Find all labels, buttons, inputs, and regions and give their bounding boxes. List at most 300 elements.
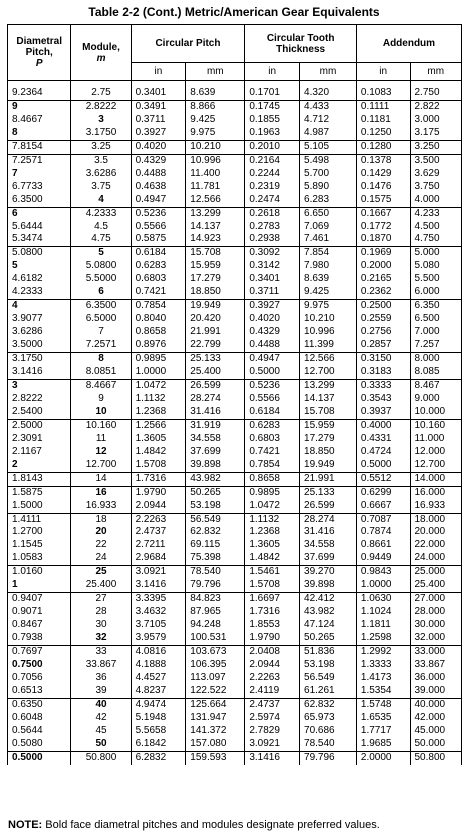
cell-tooth-thickness-mm: 15.708: [300, 406, 357, 419]
cell-tooth-thickness-mm: 47.124: [300, 619, 357, 632]
cell-circular-pitch-mm: 19.949: [186, 300, 245, 313]
cell-addendum-mm: 7.257: [410, 339, 462, 352]
cell-circular-pitch-in: 0.6283: [131, 260, 186, 273]
cell-tooth-thickness-in: 0.9895: [245, 486, 300, 499]
table-row: [8, 154, 462, 167]
cell-circular-pitch-in: 0.4020: [131, 140, 186, 154]
cell-diametral-pitch: 2.8222: [8, 393, 71, 406]
cell-circular-pitch-in: 0.3711: [131, 114, 186, 127]
cell-module: 11: [71, 433, 131, 446]
cell-tooth-thickness-in: 0.2938: [245, 233, 300, 246]
cell-addendum-mm: 16.933: [410, 500, 462, 513]
cell-addendum-mm: 50.000: [410, 738, 462, 751]
cell-diametral-pitch: 3.1750: [8, 353, 71, 366]
cell-diametral-pitch: 8.4667: [8, 114, 71, 127]
cell-circular-pitch-mm: 103.673: [186, 646, 245, 659]
cell-circular-pitch-in: 0.8976: [131, 339, 186, 352]
cell-addendum-mm: 8.085: [410, 366, 462, 379]
cell-circular-pitch-in: 0.7854: [131, 300, 186, 313]
cell-tooth-thickness-in: 0.2244: [245, 168, 300, 181]
cell-diametral-pitch: 0.8467: [8, 619, 71, 632]
cell-circular-pitch-in: 0.3927: [131, 127, 186, 140]
cell-tooth-thickness-in: 0.5000: [245, 366, 300, 379]
cell-addendum-in: 0.4000: [356, 419, 410, 432]
cell-circular-pitch-mm: 113.097: [186, 672, 245, 685]
cell-tooth-thickness-in: 0.1855: [245, 114, 300, 127]
table-row: [8, 712, 462, 725]
cell-addendum-in: 1.0000: [356, 579, 410, 592]
cell-circular-pitch-in: 0.8658: [131, 326, 186, 339]
cell-circular-pitch-in: 0.4329: [131, 154, 186, 167]
cell-tooth-thickness-mm: 4.433: [300, 100, 357, 113]
cell-tooth-thickness-mm: 17.279: [300, 433, 357, 446]
cell-tooth-thickness-mm: 19.949: [300, 459, 357, 472]
cell-circular-pitch-in: 0.6803: [131, 273, 186, 286]
cell-tooth-thickness-mm: 34.558: [300, 539, 357, 552]
cell-tooth-thickness-in: 2.7829: [245, 725, 300, 738]
table-row: [8, 379, 462, 392]
cell-tooth-thickness-in: 2.4119: [245, 685, 300, 698]
cell-tooth-thickness-mm: 37.699: [300, 552, 357, 565]
cell-circular-pitch-in: 1.7316: [131, 472, 186, 486]
cell-tooth-thickness-mm: 39.270: [300, 566, 357, 579]
cell-circular-pitch-in: 0.5566: [131, 221, 186, 234]
cell-addendum-mm: 3.175: [410, 127, 462, 140]
table-row: [8, 286, 462, 299]
cell-tooth-thickness-mm: 6.650: [300, 207, 357, 220]
cell-tooth-thickness-in: 0.2010: [245, 140, 300, 154]
table-row: [8, 168, 462, 181]
cell-tooth-thickness-mm: 39.898: [300, 579, 357, 592]
cell-addendum-mm: 7.000: [410, 326, 462, 339]
cell-circular-pitch-mm: 56.549: [186, 513, 245, 526]
cell-module: 12: [71, 446, 131, 459]
cell-tooth-thickness-in: 2.2263: [245, 672, 300, 685]
cell-circular-pitch-in: 1.2566: [131, 419, 186, 432]
cell-addendum-in: 0.1772: [356, 221, 410, 234]
cell-tooth-thickness-mm: 7.980: [300, 260, 357, 273]
cell-addendum-mm: 12.000: [410, 446, 462, 459]
cell-diametral-pitch: 1.2700: [8, 526, 71, 539]
cell-tooth-thickness-in: 2.5974: [245, 712, 300, 725]
cell-circular-pitch-in: 4.9474: [131, 698, 186, 711]
cell-diametral-pitch: 6.7733: [8, 181, 71, 194]
cell-addendum-in: 0.7874: [356, 526, 410, 539]
cell-module: 50: [71, 738, 131, 751]
cell-circular-pitch-in: 0.8040: [131, 313, 186, 326]
cell-module: 33: [71, 646, 131, 659]
cell-module: 10.160: [71, 419, 131, 432]
cell-module: 45: [71, 725, 131, 738]
cell-diametral-pitch: 7.8154: [8, 140, 71, 154]
cell-addendum-in: 0.1083: [356, 87, 410, 100]
cell-addendum-in: 0.1378: [356, 154, 410, 167]
cell-tooth-thickness-in: 0.6283: [245, 419, 300, 432]
cell-module: 39: [71, 685, 131, 698]
table-row: [8, 353, 462, 366]
cell-addendum-mm: 8.467: [410, 379, 462, 392]
cell-addendum-in: 0.3543: [356, 393, 410, 406]
gear-equivalents-table: [7, 24, 462, 765]
cell-addendum-mm: 16.000: [410, 486, 462, 499]
cell-circular-pitch-in: 0.5236: [131, 207, 186, 220]
cell-addendum-in: 0.1969: [356, 247, 410, 260]
cell-module: 25.400: [71, 579, 131, 592]
header-diametral-pitch-symbol: P: [35, 58, 43, 69]
cell-diametral-pitch: 5: [8, 260, 71, 273]
cell-circular-pitch-mm: 131.947: [186, 712, 245, 725]
cell-tooth-thickness-mm: 25.133: [300, 486, 357, 499]
header-diametral-pitch: [8, 25, 71, 81]
cell-addendum-in: 0.1111: [356, 100, 410, 113]
cell-addendum-in: 0.8661: [356, 539, 410, 552]
cell-module: 3.6286: [71, 168, 131, 181]
table-row: [8, 566, 462, 579]
cell-diametral-pitch: 5.0800: [8, 247, 71, 260]
cell-addendum-mm: 5.000: [410, 247, 462, 260]
cell-diametral-pitch: 0.7697: [8, 646, 71, 659]
cell-tooth-thickness-in: 0.3092: [245, 247, 300, 260]
cell-module: 4.2333: [71, 207, 131, 220]
cell-circular-pitch-mm: 22.799: [186, 339, 245, 352]
cell-tooth-thickness-mm: 26.599: [300, 500, 357, 513]
cell-module: 3.1750: [71, 127, 131, 140]
cell-diametral-pitch: 2.5400: [8, 406, 71, 419]
cell-tooth-thickness-mm: 10.210: [300, 313, 357, 326]
cell-tooth-thickness-mm: 51.836: [300, 646, 357, 659]
table-row: [8, 685, 462, 698]
cell-tooth-thickness-in: 1.9790: [245, 632, 300, 645]
cell-tooth-thickness-mm: 9.975: [300, 300, 357, 313]
cell-addendum-mm: 36.000: [410, 672, 462, 685]
cell-addendum-in: 1.3333: [356, 659, 410, 672]
cell-addendum-in: 0.1476: [356, 181, 410, 194]
cell-addendum-mm: 50.800: [410, 751, 462, 764]
cell-module: 9: [71, 393, 131, 406]
table-row: [8, 619, 462, 632]
cell-circular-pitch-mm: 25.133: [186, 353, 245, 366]
cell-diametral-pitch: 0.5000: [8, 751, 71, 764]
cell-tooth-thickness-mm: 12.566: [300, 353, 357, 366]
cell-tooth-thickness-mm: 70.686: [300, 725, 357, 738]
cell-tooth-thickness-in: 0.1701: [245, 87, 300, 100]
cell-circular-pitch-in: 2.2263: [131, 513, 186, 526]
cell-circular-pitch-in: 2.7211: [131, 539, 186, 552]
cell-circular-pitch-mm: 31.919: [186, 419, 245, 432]
table-row: [8, 725, 462, 738]
table-row: [8, 472, 462, 486]
cell-module: 2.8222: [71, 100, 131, 113]
cell-addendum-in: 0.1575: [356, 194, 410, 207]
cell-circular-pitch-mm: 26.599: [186, 379, 245, 392]
cell-addendum-mm: 3.750: [410, 181, 462, 194]
cell-addendum-mm: 22.000: [410, 539, 462, 552]
unit-mm: mm: [410, 63, 462, 81]
cell-tooth-thickness-in: 0.3401: [245, 273, 300, 286]
cell-circular-pitch-in: 1.4842: [131, 446, 186, 459]
table-body: [8, 81, 462, 765]
cell-circular-pitch-mm: 34.558: [186, 433, 245, 446]
cell-addendum-in: 0.2559: [356, 313, 410, 326]
cell-addendum-mm: 10.160: [410, 419, 462, 432]
cell-addendum-in: 0.7087: [356, 513, 410, 526]
cell-diametral-pitch: 3.6286: [8, 326, 71, 339]
cell-addendum-in: 0.5512: [356, 472, 410, 486]
table-row: [8, 486, 462, 499]
table-row: [8, 446, 462, 459]
cell-tooth-thickness-in: 0.1963: [245, 127, 300, 140]
cell-addendum-mm: 9.000: [410, 393, 462, 406]
cell-circular-pitch-mm: 9.975: [186, 127, 245, 140]
cell-addendum-in: 0.9449: [356, 552, 410, 565]
cell-tooth-thickness-mm: 31.416: [300, 526, 357, 539]
cell-tooth-thickness-in: 1.4842: [245, 552, 300, 565]
cell-addendum-mm: 33.867: [410, 659, 462, 672]
cell-module: 50.800: [71, 751, 131, 764]
cell-tooth-thickness-mm: 15.959: [300, 419, 357, 432]
unit-mm: mm: [186, 63, 245, 81]
table-row: [8, 406, 462, 419]
cell-addendum-in: 0.1280: [356, 140, 410, 154]
cell-addendum-in: 0.6299: [356, 486, 410, 499]
cell-tooth-thickness-in: 0.2474: [245, 194, 300, 207]
cell-diametral-pitch: 1.8143: [8, 472, 71, 486]
cell-addendum-in: 0.2500: [356, 300, 410, 313]
table-row: [8, 140, 462, 154]
cell-addendum-in: 1.6535: [356, 712, 410, 725]
cell-module: 8: [71, 353, 131, 366]
cell-tooth-thickness-mm: 11.399: [300, 339, 357, 352]
cell-tooth-thickness-in: 0.7421: [245, 446, 300, 459]
cell-tooth-thickness-in: 1.6697: [245, 593, 300, 606]
cell-diametral-pitch: 3.5000: [8, 339, 71, 352]
header-circular-pitch: Circular Pitch: [131, 25, 245, 63]
cell-diametral-pitch: 0.6048: [8, 712, 71, 725]
table-title: Table 2-2 (Cont.) Metric/American Gear Equivalents: [88, 5, 380, 19]
table-row: [8, 313, 462, 326]
cell-diametral-pitch: 5.6444: [8, 221, 71, 234]
cell-addendum-mm: 20.000: [410, 526, 462, 539]
cell-circular-pitch-mm: 12.566: [186, 194, 245, 207]
cell-tooth-thickness-mm: 65.973: [300, 712, 357, 725]
cell-addendum-in: 1.4173: [356, 672, 410, 685]
cell-addendum-in: 0.1250: [356, 127, 410, 140]
cell-circular-pitch-in: 6.2832: [131, 751, 186, 764]
cell-diametral-pitch: 1: [8, 579, 71, 592]
cell-module: 33.867: [71, 659, 131, 672]
cell-tooth-thickness-mm: 43.982: [300, 606, 357, 619]
cell-tooth-thickness-in: 0.6184: [245, 406, 300, 419]
cell-addendum-mm: 6.350: [410, 300, 462, 313]
cell-circular-pitch-in: 1.9790: [131, 486, 186, 499]
cell-circular-pitch-mm: 18.850: [186, 286, 245, 299]
table-row: [8, 233, 462, 246]
cell-diametral-pitch: 2.1167: [8, 446, 71, 459]
cell-addendum-mm: 10.000: [410, 406, 462, 419]
cell-tooth-thickness-in: 0.7854: [245, 459, 300, 472]
cell-diametral-pitch: 7.2571: [8, 154, 71, 167]
cell-diametral-pitch: 1.1545: [8, 539, 71, 552]
cell-addendum-mm: 4.000: [410, 194, 462, 207]
cell-module: 14: [71, 472, 131, 486]
cell-module: 24: [71, 552, 131, 565]
cell-circular-pitch-in: 4.0816: [131, 646, 186, 659]
cell-circular-pitch-in: 0.4947: [131, 194, 186, 207]
cell-tooth-thickness-in: 0.4329: [245, 326, 300, 339]
cell-module: 3.25: [71, 140, 131, 154]
cell-addendum-in: 0.3937: [356, 406, 410, 419]
header-circular-tooth-thickness: Circular Tooth Thickness: [245, 25, 357, 63]
cell-tooth-thickness-in: 1.8553: [245, 619, 300, 632]
table-row: [8, 326, 462, 339]
table-row: [8, 500, 462, 513]
cell-tooth-thickness-in: 1.2368: [245, 526, 300, 539]
cell-circular-pitch-mm: 141.372: [186, 725, 245, 738]
table-row: [8, 221, 462, 234]
unit-in: in: [245, 63, 300, 81]
cell-tooth-thickness-in: 1.3605: [245, 539, 300, 552]
cell-circular-pitch-mm: 75.398: [186, 552, 245, 565]
cell-tooth-thickness-in: 0.2618: [245, 207, 300, 220]
cell-tooth-thickness-in: 0.1745: [245, 100, 300, 113]
cell-module: 6: [71, 286, 131, 299]
cell-tooth-thickness-mm: 13.299: [300, 379, 357, 392]
cell-module: 25: [71, 566, 131, 579]
cell-addendum-mm: 28.000: [410, 606, 462, 619]
cell-diametral-pitch: 4.2333: [8, 286, 71, 299]
cell-tooth-thickness-in: 1.1132: [245, 513, 300, 526]
cell-circular-pitch-in: 5.5658: [131, 725, 186, 738]
cell-tooth-thickness-mm: 9.425: [300, 286, 357, 299]
cell-circular-pitch-in: 0.5875: [131, 233, 186, 246]
cell-addendum-mm: 3.000: [410, 114, 462, 127]
table-row: [8, 419, 462, 432]
cell-addendum-mm: 18.000: [410, 513, 462, 526]
cell-addendum-mm: 4.500: [410, 221, 462, 234]
cell-circular-pitch-in: 0.7421: [131, 286, 186, 299]
cell-diametral-pitch: 8: [8, 127, 71, 140]
cell-tooth-thickness-mm: 12.700: [300, 366, 357, 379]
cell-tooth-thickness-mm: 56.549: [300, 672, 357, 685]
cell-tooth-thickness-mm: 4.712: [300, 114, 357, 127]
table-row: [8, 751, 462, 764]
cell-circular-pitch-mm: 14.923: [186, 233, 245, 246]
cell-module: 16: [71, 486, 131, 499]
cell-circular-pitch-mm: 28.274: [186, 393, 245, 406]
cell-circular-pitch-mm: 17.279: [186, 273, 245, 286]
cell-module: 4.5: [71, 221, 131, 234]
table-row: [8, 393, 462, 406]
unit-mm: mm: [300, 63, 357, 81]
cell-tooth-thickness-in: 0.5236: [245, 379, 300, 392]
cell-tooth-thickness-in: 1.0472: [245, 500, 300, 513]
cell-addendum-in: 1.2598: [356, 632, 410, 645]
cell-tooth-thickness-mm: 5.890: [300, 181, 357, 194]
cell-addendum-mm: 6.000: [410, 286, 462, 299]
cell-module: 5: [71, 247, 131, 260]
cell-tooth-thickness-mm: 7.461: [300, 233, 357, 246]
cell-tooth-thickness-in: 0.2319: [245, 181, 300, 194]
table-row: [8, 260, 462, 273]
cell-addendum-in: 0.3333: [356, 379, 410, 392]
cell-diametral-pitch: 3.1416: [8, 366, 71, 379]
cell-module: 36: [71, 672, 131, 685]
table-row: [8, 300, 462, 313]
cell-addendum-mm: 45.000: [410, 725, 462, 738]
cell-diametral-pitch: 6: [8, 207, 71, 220]
cell-diametral-pitch: 0.7056: [8, 672, 71, 685]
cell-circular-pitch-in: 0.6184: [131, 247, 186, 260]
cell-circular-pitch-mm: 62.832: [186, 526, 245, 539]
cell-module: 10: [71, 406, 131, 419]
cell-circular-pitch-in: 0.9895: [131, 353, 186, 366]
cell-addendum-mm: 3.629: [410, 168, 462, 181]
cell-tooth-thickness-mm: 61.261: [300, 685, 357, 698]
unit-in: in: [131, 63, 186, 81]
cell-tooth-thickness-in: 0.8658: [245, 472, 300, 486]
cell-circular-pitch-in: 3.0921: [131, 566, 186, 579]
cell-tooth-thickness-in: 0.2164: [245, 154, 300, 167]
cell-tooth-thickness-in: 2.4737: [245, 698, 300, 711]
cell-diametral-pitch: 1.0160: [8, 566, 71, 579]
cell-circular-pitch-in: 0.4488: [131, 168, 186, 181]
cell-addendum-mm: 5.500: [410, 273, 462, 286]
cell-circular-pitch-mm: 20.420: [186, 313, 245, 326]
cell-module: 3.5: [71, 154, 131, 167]
cell-addendum-mm: 33.000: [410, 646, 462, 659]
cell-addendum-mm: 27.000: [410, 593, 462, 606]
cell-tooth-thickness-mm: 14.137: [300, 393, 357, 406]
table-row: [8, 738, 462, 751]
cell-addendum-in: 0.6667: [356, 500, 410, 513]
cell-addendum-mm: 12.700: [410, 459, 462, 472]
cell-addendum-in: 2.0000: [356, 751, 410, 764]
header-diametral-pitch-label: Diametral Pitch,: [16, 36, 62, 58]
cell-tooth-thickness-in: 0.3711: [245, 286, 300, 299]
cell-module: 32: [71, 632, 131, 645]
table-row: [8, 552, 462, 565]
cell-tooth-thickness-mm: 21.991: [300, 472, 357, 486]
cell-addendum-in: 0.1429: [356, 168, 410, 181]
cell-tooth-thickness-mm: 53.198: [300, 659, 357, 672]
cell-diametral-pitch: 1.4111: [8, 513, 71, 526]
cell-addendum-mm: 24.000: [410, 552, 462, 565]
cell-module: 4.75: [71, 233, 131, 246]
table-row: [8, 339, 462, 352]
cell-addendum-mm: 25.400: [410, 579, 462, 592]
cell-addendum-in: 1.5354: [356, 685, 410, 698]
cell-addendum-mm: 6.500: [410, 313, 462, 326]
cell-diametral-pitch: 0.6513: [8, 685, 71, 698]
cell-circular-pitch-mm: 125.664: [186, 698, 245, 711]
table-row: [8, 459, 462, 472]
cell-tooth-thickness-mm: 5.498: [300, 154, 357, 167]
cell-diametral-pitch: 0.7938: [8, 632, 71, 645]
cell-tooth-thickness-mm: 18.850: [300, 446, 357, 459]
cell-circular-pitch-mm: 10.996: [186, 154, 245, 167]
cell-addendum-mm: 8.000: [410, 353, 462, 366]
cell-tooth-thickness-in: 2.0944: [245, 659, 300, 672]
cell-circular-pitch-in: 4.8237: [131, 685, 186, 698]
cell-module: 27: [71, 593, 131, 606]
cell-diametral-pitch: 3.9077: [8, 313, 71, 326]
cell-tooth-thickness-in: 0.6803: [245, 433, 300, 446]
cell-circular-pitch-mm: 157.080: [186, 738, 245, 751]
cell-addendum-mm: 3.500: [410, 154, 462, 167]
table-row: [8, 539, 462, 552]
cell-addendum-mm: 40.000: [410, 698, 462, 711]
cell-circular-pitch-mm: 78.540: [186, 566, 245, 579]
